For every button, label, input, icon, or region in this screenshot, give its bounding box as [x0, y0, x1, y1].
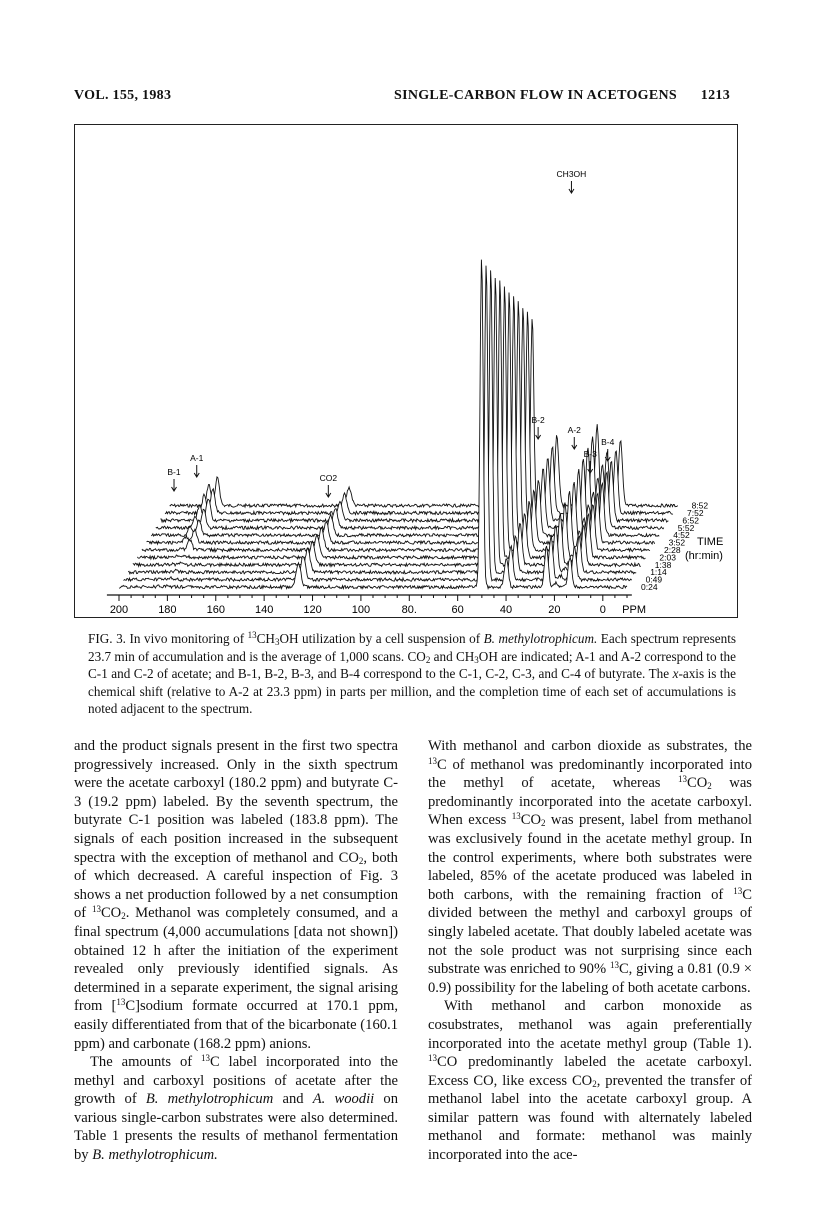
time-label: 1:38	[654, 559, 672, 570]
caption-text: In vivo monitoring of	[129, 631, 248, 646]
x-tick-label: 140	[254, 604, 274, 616]
x-tick-label: 200	[109, 604, 129, 616]
caption-text: OH utilization by a cell suspension of	[279, 631, 484, 646]
caption-species: B. methylotrophicum.	[483, 631, 598, 646]
caption-sub: 3	[274, 637, 280, 647]
right-column	[428, 737, 752, 1165]
time-label: 4:52	[673, 530, 690, 541]
peak-arrow-b-1	[172, 479, 177, 491]
peak-label-ch3oh: CH3OH	[556, 169, 587, 179]
peak-label-b-1: B-1	[167, 467, 181, 477]
time-label: 7:52	[687, 508, 704, 518]
x-tick-label: 0	[599, 604, 606, 616]
peak-label-b-3: B-3	[583, 449, 597, 459]
nmr-stacked-plot	[75, 125, 739, 619]
running-title: SINGLE-CARBON FLOW IN ACETOGENS	[394, 88, 678, 103]
time-label: 2:03	[659, 552, 676, 563]
time-axis-label: TIME	[697, 536, 724, 548]
figure-nmr-spectra	[74, 124, 738, 618]
peak-label-a-1: A-1	[190, 453, 204, 463]
x-tick-label: 40	[499, 604, 513, 616]
paragraph: With methanol and carbon monoxide as cosubstrates, methanol was again preferentially incorporated into the acetate methyl group (Table 1). $^{13}$CO predominantly labeled the acetate carboxyl. Excess CO, like excess $CO_2$, prevented the transfer of methanol label into the acetate carboxyl group. A similar pattern was found with alternately labeled methanol and formate: methanol was mainly incorporated into the ace-	[428, 998, 752, 1164]
peak-label-b-2: B-2	[531, 415, 545, 425]
x-tick-label: 180	[158, 604, 177, 616]
peak-arrow-b-2	[536, 427, 541, 439]
x-axis-unit: PPM	[622, 604, 647, 616]
time-label: 1:14	[650, 567, 667, 578]
figure-caption	[88, 630, 736, 718]
left-column	[74, 737, 398, 1165]
caption-italic: x	[672, 666, 679, 682]
time-label: 0:49	[645, 574, 663, 585]
x-axis	[107, 595, 646, 616]
peak-label-b-4: B-4	[601, 437, 615, 447]
time-label: 5:52	[677, 522, 695, 533]
figure-label: FIG. 3.	[88, 631, 126, 646]
paragraph: The amounts of $^{13}$C label incorporated into the methyl and carboxyl positions of acetate after the growth of B. methylotrophicum and A. woodii on various single-carbon substrates were also determined. Table 1 presents the results of methanol fermentation by B. methylotrophicum.	[74, 1053, 398, 1164]
peak-label-a-2: A-2	[567, 425, 581, 435]
caption-sub: 3	[474, 654, 479, 665]
x-tick-label: 80.	[401, 604, 417, 616]
caption-text: CH	[256, 631, 275, 646]
time-label: 8:52	[691, 500, 709, 511]
time-label: 6:52	[682, 515, 699, 526]
x-tick-label: 100	[351, 604, 371, 616]
paragraph: and the product signals present in the first two spectra progressively increased. Only in the sixth spectrum were the acetate carboxyl (180.2 ppm) and butyrate C-3 (19.2 ppm) labeled. By the seventh spectrum, the butyrate C-1 position was labeled (183.8 ppm). The signals of each position increased in the subsequent spectra with the exception of methanol and $CO_2$, both of which decreased. A careful inspection of Fig. 3 shows a net production followed by a net consumption of $^{13}CO_2$. Methanol was completely consumed, and a final spectrum (4,000 accumulations [data not shown]) obtained 12 h after the initiation of the experiment revealed only previously identified signals. As determined in a separate experiment, the signal arising from [$^{13}$C]sodium formate occurred at 170.1 ppm, easily differentiated from that of the bicarbonate (160.1 ppm) and carbonate (168.2 ppm) anions.	[74, 738, 398, 1052]
peak-labels	[167, 169, 614, 497]
time-axis-unit: (hr:min)	[685, 550, 723, 562]
peak-label-co2: CO2	[319, 473, 338, 483]
peak-arrow-co2	[326, 485, 331, 497]
time-label: 0:24	[641, 582, 658, 592]
caption-sup: 13	[247, 630, 257, 640]
paragraph: With methanol and carbon dioxide as substrates, the $^{13}$C of methanol was predominantly incorporated into the methyl of acetate, whereas $^{13}CO_2$ was predominantly incorporated into the acetate carboxyl. When excess $^{13}CO_2$ was present, label from methanol was exclusively found in the acetate methyl group. In the control experiments, where both substrates were labeled, 85% of the acetate produced was labeled in both carbons, with the remaining fraction of $^{13}$C divided between the methyl and carboxyl groups of singly labeled acetate. That doubly labeled acetate was not the sole product was not surprising since each substrate was enriched to 90% $^{13}$C, giving a 0.81 (0.9 × 0.9) possibility for the labeling of both acetate carbons.	[428, 738, 753, 996]
x-tick-label: 20	[548, 604, 561, 616]
spectrum-traces	[119, 260, 678, 589]
caption-sub: 2	[425, 654, 431, 665]
peak-arrow-a-2	[572, 437, 577, 449]
caption-text: Each spectrum represents 23.7 min of accumulation and is the average of 1,000 scans. CO	[88, 631, 737, 664]
caption-text: OH are indicated; A-1 and A-2 correspond to the C-1 and C-2 of acetate; and B-1, B-2, B-3, and B-4 correspond to the C-1, C-2, C-3, and C-4 of butyrate. The	[88, 648, 736, 682]
x-tick-label: 160	[206, 604, 225, 616]
running-header	[74, 88, 730, 108]
page-number: 1213	[700, 88, 730, 103]
x-tick-label: 60	[451, 604, 464, 616]
time-label: 3:52	[668, 537, 686, 548]
caption-text: and CH	[430, 648, 475, 664]
time-label: 2:28	[664, 545, 681, 555]
time-labels	[641, 501, 723, 592]
peak-arrow-a-1	[194, 465, 199, 477]
x-tick-label: 120	[303, 604, 322, 616]
caption-text: -axis is the chemical shift (relative to A-2 at 23.3 ppm) in parts per million, and the completion time of each set of accumulations is noted adjacent to the spectrum.	[88, 666, 736, 717]
peak-arrow-ch3oh	[569, 181, 574, 193]
volume-info: VOL. 155, 1983	[74, 88, 172, 103]
